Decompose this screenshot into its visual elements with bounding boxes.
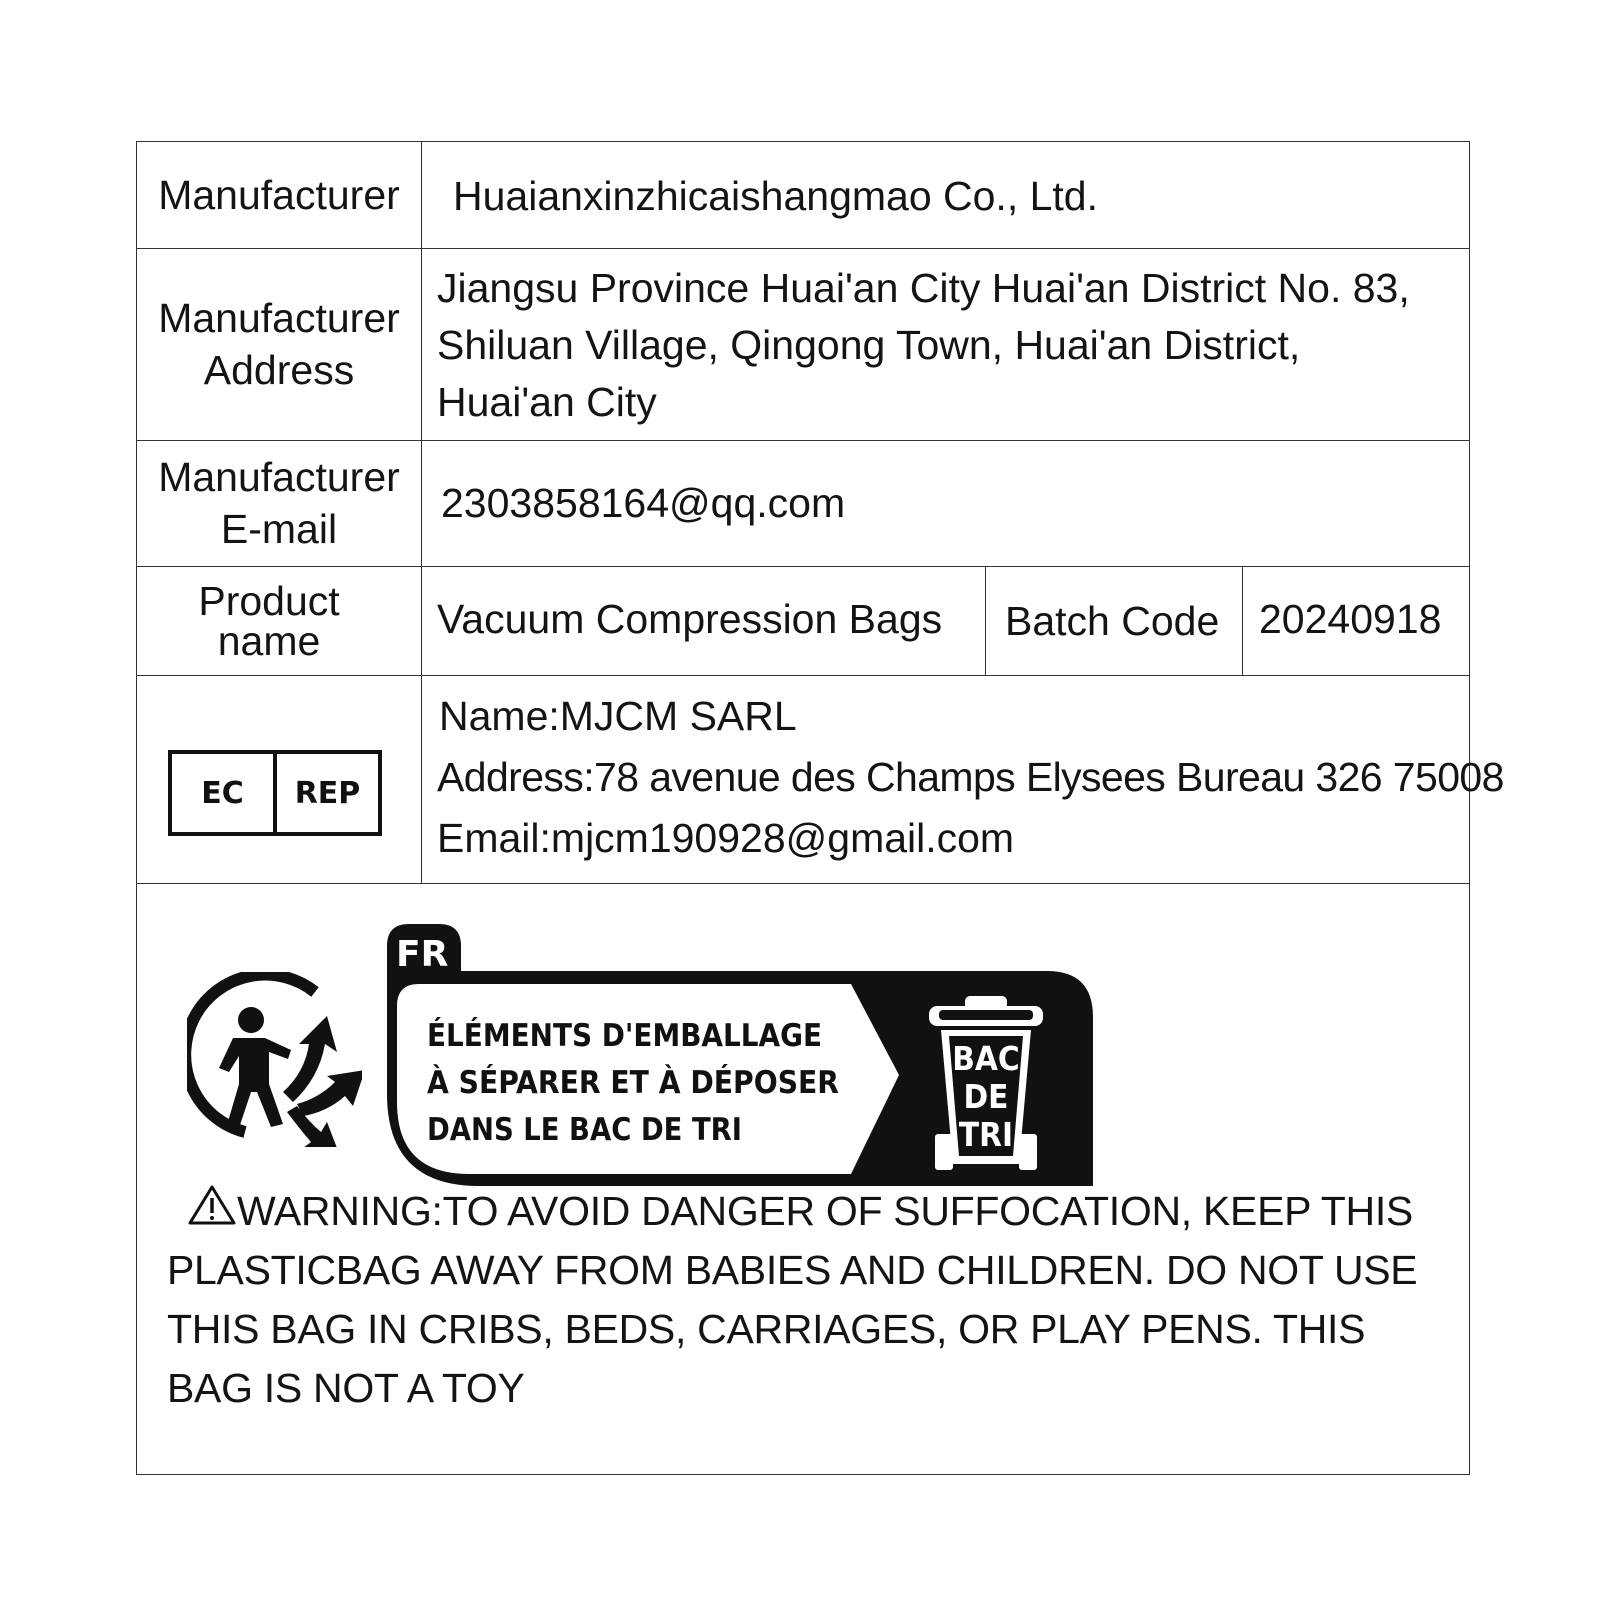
manufacturer-label: Manufacturer xyxy=(158,171,400,218)
ec-rep-address: Address:78 avenue des Champs Elysees Bureau 326 75008 xyxy=(437,754,1504,800)
address-value-line3: Huai'an City xyxy=(437,379,657,425)
column-divider xyxy=(421,142,422,883)
info-tri-banner xyxy=(387,924,1107,1196)
email-label-line1: Manufacturer xyxy=(158,454,400,500)
product-name-value: Vacuum Compression Bags xyxy=(437,596,943,642)
info-tri-line2: À SÉPARER ET À DÉPOSER xyxy=(427,1065,839,1101)
warning-triangle-icon xyxy=(187,1184,237,1226)
warning-first-line: WARNING:TO AVOID DANGER OF SUFFOCATION, KEEP xyxy=(237,1188,1311,1234)
country-code: FR xyxy=(396,934,449,975)
bin-label-line3: TRI xyxy=(958,1115,1014,1154)
email-value: 2303858164@qq.com xyxy=(441,480,846,526)
column-divider xyxy=(985,566,986,675)
triman-recycle-icon xyxy=(187,972,362,1147)
email-label-line2: E-mail xyxy=(220,506,338,552)
manufacturer-value: Huaianxinzhicaishangmao Co., Ltd. xyxy=(453,173,1098,219)
product-label-line2: name xyxy=(217,617,321,664)
column-divider xyxy=(1242,566,1243,675)
row-divider xyxy=(137,883,1469,884)
batch-code-value: 20240918 xyxy=(1259,596,1442,642)
product-label-line1: Product xyxy=(198,577,340,624)
info-tri-line3: DANS LE BAC DE TRI xyxy=(427,1112,742,1148)
bin-label-line2: DE xyxy=(963,1077,1009,1116)
address-value-line2: Shiluan Village, Qingong Town, Huai'an District, xyxy=(437,322,1301,368)
ec-rep-left: EC xyxy=(201,775,244,811)
ec-rep-right: REP xyxy=(273,754,378,832)
address-value-line1: Jiangsu Province Huai'an City Huai'an District No. 83, xyxy=(437,265,1410,311)
recycling-bin-icon xyxy=(929,996,1043,1170)
bin-label-line1: BAC xyxy=(952,1039,1020,1078)
manufacturer-label-cell xyxy=(137,142,421,248)
warning-text xyxy=(167,1182,1447,1418)
ec-rep-email: Email:mjcm190928@gmail.com xyxy=(437,815,1015,861)
row-divider xyxy=(137,675,1469,676)
info-tri-line1: ÉLÉMENTS D'EMBALLAGE xyxy=(427,1018,822,1054)
product-label-cell xyxy=(127,566,411,675)
batch-code-label: Batch Code xyxy=(1005,598,1220,644)
ec-rep-symbol xyxy=(168,750,382,836)
ec-rep-name: Name:MJCM SARL xyxy=(439,693,797,739)
warning-body: THIS PLASTICBAG AWAY FROM BABIES AND CHILDREN. DO NOT USE THIS BAG IN CRIBS, BEDS, CARRIAGES, OR PLAY PENS. THIS BAG IS NOT A TOY xyxy=(167,1188,1418,1411)
email-label-cell xyxy=(137,440,421,566)
product-label-sheet xyxy=(136,141,1504,1475)
address-label-line1: Manufacturer xyxy=(158,295,400,341)
address-label-cell xyxy=(137,248,421,440)
address-label-line2: Address xyxy=(203,347,355,393)
